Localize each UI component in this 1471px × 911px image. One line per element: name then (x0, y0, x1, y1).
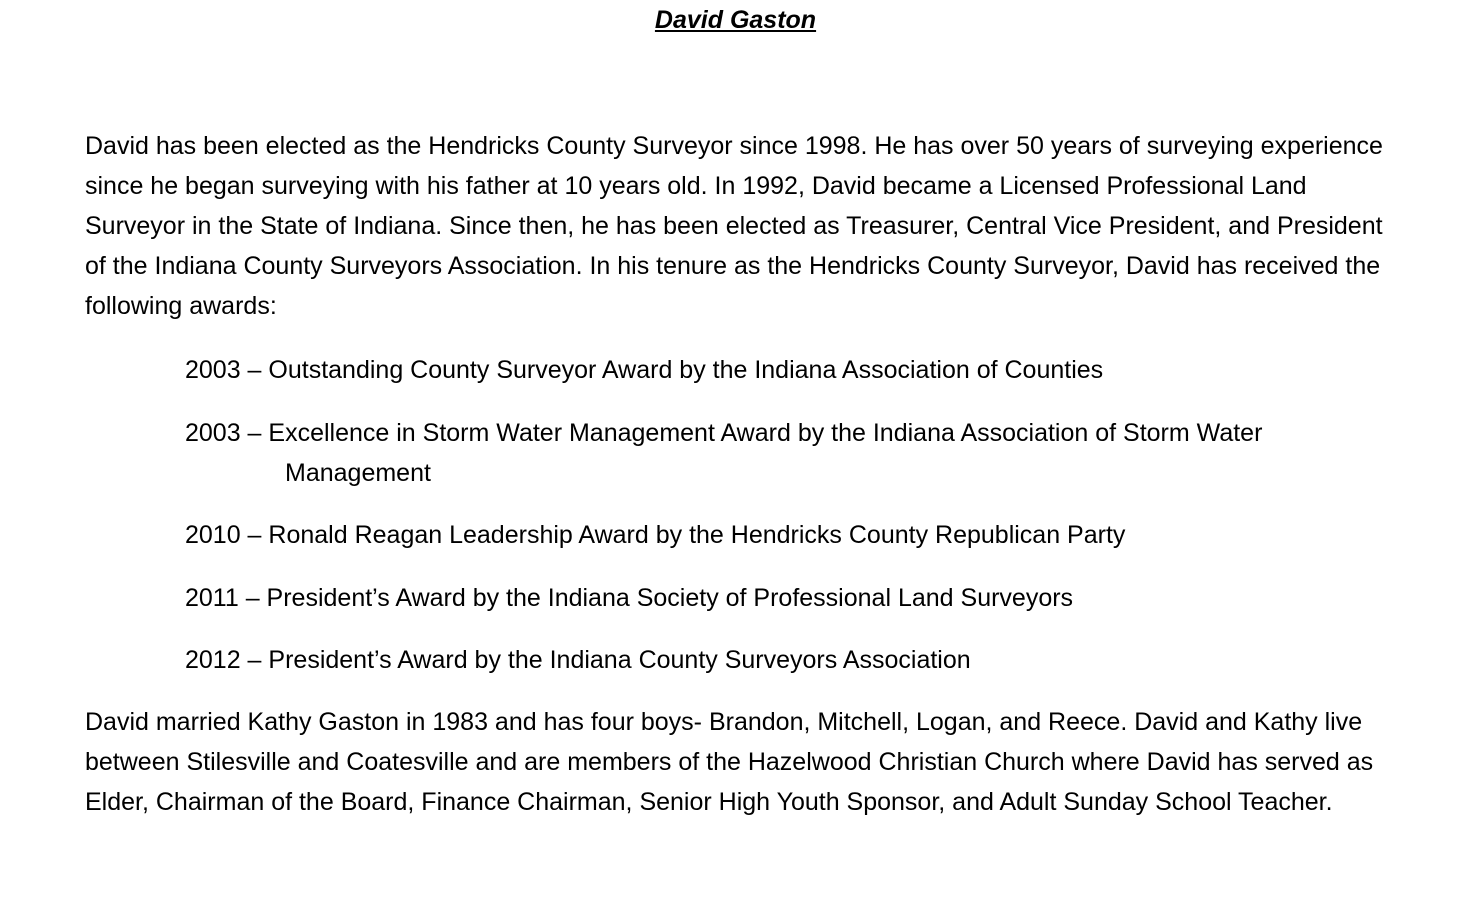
award-item: 2012 – President’s Award by the Indiana County Surveyors Association (185, 646, 971, 674)
awards-list (185, 350, 1365, 680)
page-title: David Gaston (654, 6, 817, 34)
award-item: 2003 – Excellence in Storm Water Management Award by the Indiana Association of Storm Water Management (185, 418, 1263, 487)
award-item: 2010 – Ronald Reagan Leadership Award by the Hendricks County Republican Party (185, 521, 1126, 549)
family-paragraph: David married Kathy Gaston in 1983 and has four boys- Brandon, Mitchell, Logan, and Reece. David and Kathy live between Stilesville and Coatesville and are members of the Hazelwood Christian Church where David has served as Elder, Chairman of the Board, Finance Chairman, Senior High Youth Sponsor, and Adult Sunday School Teacher. (85, 708, 1374, 816)
award-item: 2011 – President’s Award by the Indiana Society of Professional Land Surveyors (185, 583, 1074, 612)
intro-paragraph: David has been elected as the Hendricks County Surveyor since 1998. He has over 50 years of surveying experience since he began surveying with his father at 10 years old. In 1992, David became a Licensed Professional Land Surveyor in the State of Indiana. Since then, he has been elected as Treasurer, Central Vice President, and President of the Indiana County Surveyors Association. In his tenure as the Hendricks County Surveyor, David has received the following awards: (85, 132, 1383, 320)
award-item: 2003 – Outstanding County Surveyor Award by the Indiana Association of Counties (185, 356, 1104, 384)
